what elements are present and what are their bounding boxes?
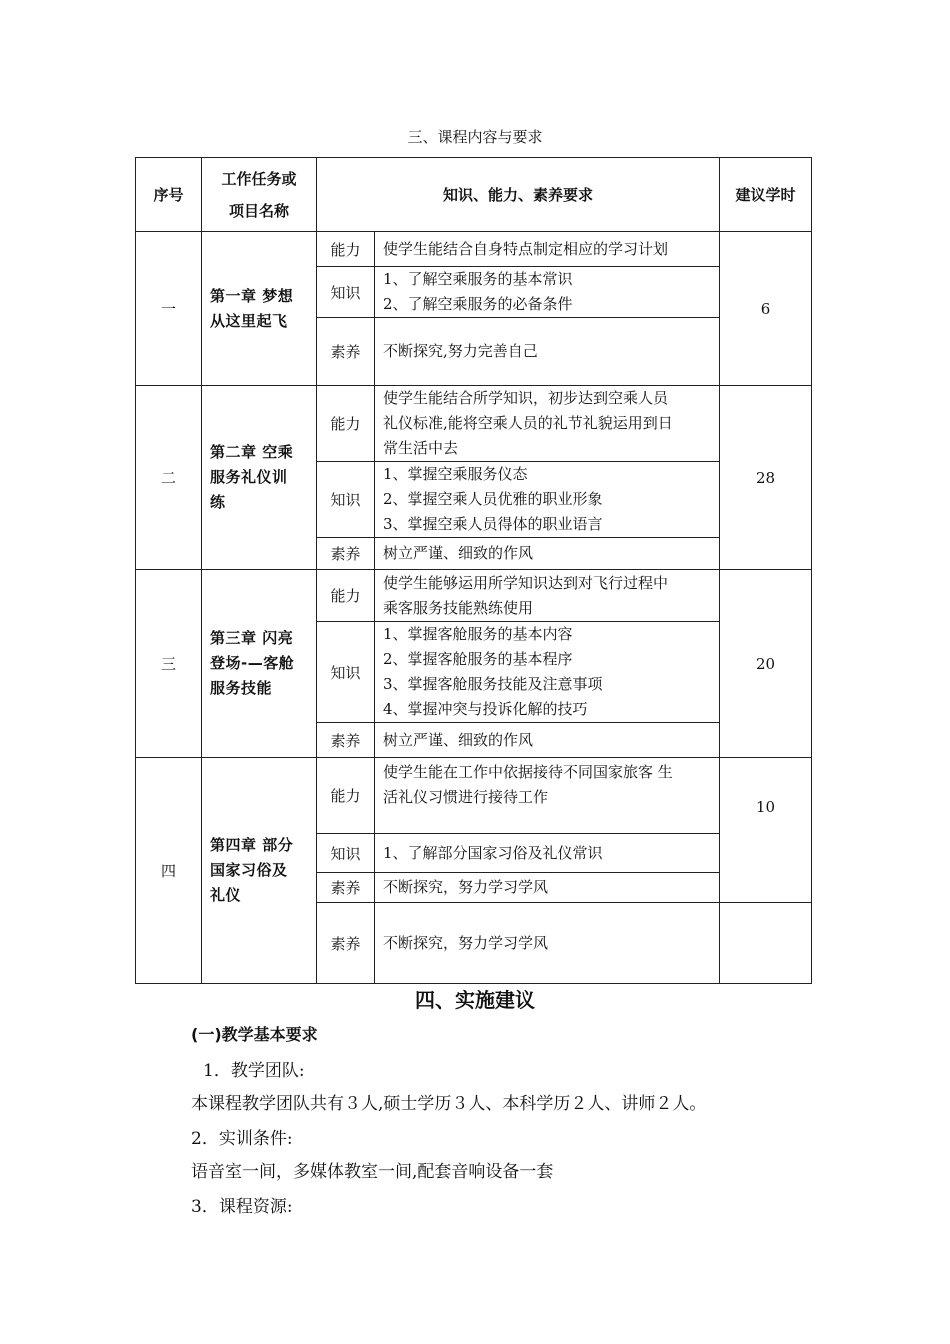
req-line: 不断探究，努力学习学风 (383, 933, 549, 952)
chapter-line: 练 (210, 493, 226, 511)
subsection-title: (一)教学基本要求 (191, 1025, 318, 1044)
row-hours: 28 (720, 386, 812, 570)
req-content (375, 873, 720, 903)
req-type: 知识 (317, 834, 375, 873)
req-line: 使学生能结合自身特点制定相应的学习计划 (383, 239, 669, 258)
req-content (375, 834, 720, 873)
table-row (136, 758, 812, 834)
req-type: 知识 (317, 622, 375, 723)
paragraph: 1．教学团队: (203, 1061, 305, 1081)
req-type: 能力 (317, 570, 375, 622)
req-line: 礼仪标准,能将空乘人员的礼节礼貌运用到日 (383, 414, 673, 432)
row-hours: 6 (720, 232, 812, 386)
header-task-line: 项目名称 (228, 201, 289, 220)
paragraph: 本课程教学团队共有３人,硕士学历３人、本科学历２人、讲师２人。 (191, 1094, 707, 1114)
paragraph: 语音室一间，多媒体教室一间,配套音响设备一套 (191, 1162, 554, 1182)
req-type: 素养 (317, 318, 375, 386)
req-line: 2、掌握客舱服务的基本程序 (383, 650, 573, 668)
req-type: 能力 (317, 758, 375, 834)
req-type: 能力 (317, 386, 375, 462)
header-requirements: 知识、能力、素养要求 (317, 158, 720, 232)
chapter-name (202, 570, 317, 758)
header-task-line: 工作任务或 (221, 169, 297, 188)
req-type: 素养 (317, 903, 375, 984)
chapter-line: 第三章 闪亮 (210, 629, 294, 647)
chapter-line: 服务技能 (210, 679, 273, 697)
req-content (375, 232, 720, 267)
req-content (375, 903, 720, 984)
req-line: 树立严谨、细致的作风 (383, 730, 534, 749)
req-line: 2、了解空乘服务的必备条件 (383, 295, 573, 313)
header-hours: 建议学时 (720, 158, 812, 232)
table-header-row (136, 158, 812, 232)
row-seq: 三 (136, 570, 202, 758)
req-content (375, 538, 720, 570)
table-row (136, 232, 812, 267)
req-type: 知识 (317, 462, 375, 538)
req-content (375, 570, 720, 622)
req-line: 乘客服务技能熟练使用 (383, 598, 534, 617)
paragraph: 2．实训条件: (191, 1129, 293, 1149)
chapter-line: 第一章 梦想 (210, 286, 294, 305)
req-line: 活礼仪习惯进行接待工作 (383, 788, 549, 806)
req-type: 能力 (317, 232, 375, 267)
row-hours: 10 (720, 758, 812, 903)
chapter-name (202, 758, 317, 984)
table-row (136, 386, 812, 462)
req-line: 不断探究,努力完善自己 (383, 342, 538, 360)
chapter-line: 登场-—客舱 (210, 654, 295, 672)
section-title: 四、实施建议 (415, 988, 535, 1012)
chapter-line: 礼仪 (210, 886, 242, 904)
course-content-table (135, 157, 812, 984)
req-line: 3、掌握空乘人员得体的职业语言 (383, 515, 603, 533)
row-seq: 一 (136, 232, 202, 386)
row-hours: 20 (720, 570, 812, 758)
row-seq: 二 (136, 386, 202, 570)
req-type: 素养 (317, 538, 375, 570)
chapter-line: 服务礼仪训 (210, 468, 288, 486)
req-line: 2、掌握空乘人员优雅的职业形象 (383, 490, 603, 508)
row-hours-empty (720, 903, 812, 984)
table-row (136, 570, 812, 622)
chapter-line: 第二章 空乘 (210, 443, 294, 461)
row-seq: 四 (136, 758, 202, 984)
req-line: 使学生能结合所学知识，初步达到空乘人员 (383, 389, 669, 407)
req-line: 使学生能在工作中依据接待不同国家旅客 生 (383, 763, 673, 781)
req-line: 1、了解空乘服务的基本常识 (383, 270, 573, 288)
req-line: 使学生能够运用所学知识达到对飞行过程中 (383, 573, 669, 592)
req-line: 1、掌握客舱服务的基本内容 (383, 625, 573, 643)
req-content (375, 723, 720, 758)
table-caption: 三、课程内容与要求 (407, 128, 543, 146)
req-content (375, 462, 720, 538)
chapter-line: 从这里起飞 (210, 311, 288, 330)
req-line: 1、了解部分国家习俗及礼仪常识 (383, 843, 603, 862)
req-content (375, 622, 720, 723)
req-line: 3、掌握客舱服务技能及注意事项 (383, 675, 603, 693)
header-task (202, 158, 317, 232)
req-line: 树立严谨、细致的作风 (383, 544, 534, 562)
chapter-line: 第四章 部分 (210, 836, 294, 854)
req-content (375, 267, 720, 318)
header-seq: 序号 (136, 158, 202, 232)
chapter-name (202, 232, 317, 386)
req-type: 知识 (317, 267, 375, 318)
req-line: 1、掌握空乘服务仪态 (383, 465, 528, 483)
req-type: 素养 (317, 873, 375, 903)
chapter-line: 国家习俗及 (210, 861, 288, 879)
req-line: 不断探究，努力学习学风 (383, 878, 549, 896)
req-type: 素养 (317, 723, 375, 758)
chapter-name (202, 386, 317, 570)
req-line: 常生活中去 (383, 439, 459, 457)
req-content (375, 318, 720, 386)
req-content (375, 758, 720, 834)
req-line: 4、掌握冲突与投诉化解的技巧 (383, 700, 588, 718)
paragraph: 3．课程资源: (191, 1197, 293, 1217)
req-content (375, 386, 720, 462)
